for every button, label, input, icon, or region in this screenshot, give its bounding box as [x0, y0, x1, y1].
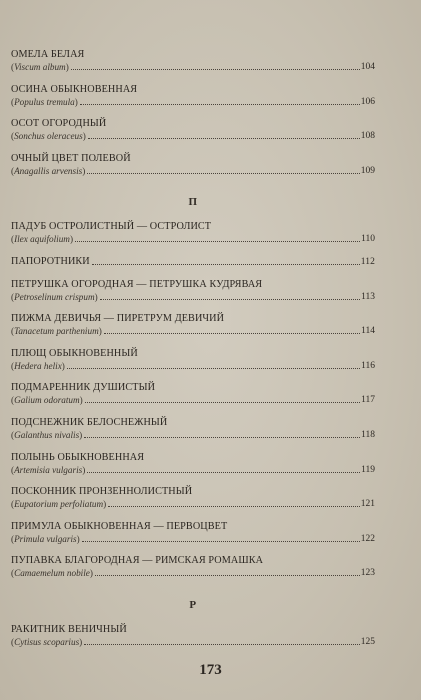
entry-row — [11, 533, 375, 545]
toc-entry[interactable] — [11, 347, 375, 372]
entry-title: ОЧНЫЙ ЦВЕТ ПОЛЕВОЙ — [11, 152, 131, 164]
entry-title: ПУПАВКА БЛАГОРОДНАЯ — РИМСКАЯ РОМАШКА — [11, 555, 264, 567]
entry-title: ПЛЮЩ ОБЫКНОВЕННЫЙ — [11, 347, 138, 359]
toc-entry[interactable] — [11, 152, 375, 177]
entry-title-text: ПАПОРОТНИКИ — [11, 256, 90, 267]
dot-leader — [87, 173, 359, 174]
entry-latin-name: (Anagallis arvensis) — [11, 165, 86, 176]
entry-latin-name: (Populus tremula) — [11, 96, 78, 107]
toc-entry[interactable] — [11, 255, 375, 268]
latin-name-text: Galanthus nivalis — [14, 430, 80, 440]
toc-entry[interactable] — [11, 623, 375, 648]
entry-latin-name: (Tanacetum parthenium) — [11, 326, 102, 337]
entry-latin-name: (Primula vulgaris) — [11, 533, 80, 544]
latin-name-text: Petroselinum crispum — [14, 291, 95, 302]
latin-name-text: Galium odoratum — [14, 395, 80, 406]
entry-page-number: 123 — [360, 568, 375, 579]
dot-leader — [84, 437, 360, 438]
entry-row — [11, 636, 375, 648]
page-number: 173 — [199, 662, 222, 678]
toc-entry[interactable] — [11, 485, 375, 510]
entry-page-number: 112 — [360, 257, 375, 267]
toc-entry[interactable] — [11, 416, 375, 441]
entry-row — [11, 291, 375, 303]
entry-row — [11, 96, 375, 108]
entry-row — [11, 429, 375, 441]
entry-latin-name: (Galium odoratum) — [11, 395, 83, 406]
entry-latin-name: (Viscum album) — [11, 62, 69, 72]
entry-title: ОМЕЛА БЕЛАЯ — [11, 49, 85, 60]
latin-name-text: Ilex aquifolium — [14, 234, 70, 245]
dot-leader — [100, 299, 360, 300]
dot-leader — [108, 506, 360, 507]
entry-latin-name: (Cytisus scoparius) — [11, 637, 83, 647]
dot-leader — [85, 402, 360, 403]
entry-row — [11, 394, 375, 406]
entry-page-number: 113 — [361, 291, 375, 302]
entry-title: РАКИТНИК ВЕНИЧНЫЙ — [11, 624, 127, 635]
entry-row — [11, 360, 375, 372]
entry-latin-name: (Hedera helix) — [11, 360, 65, 371]
toc-entry[interactable] — [11, 278, 375, 303]
entry-page-number: 109 — [360, 165, 375, 176]
dot-leader — [80, 104, 360, 105]
dot-leader — [92, 264, 360, 265]
entry-row — [11, 325, 375, 337]
toc-entry[interactable] — [11, 312, 375, 337]
entry-title: ПОЛЫНЬ ОБЫКНОВЕННАЯ — [11, 451, 145, 463]
latin-name-text: Camaemelum nobile — [14, 568, 90, 579]
entry-latin-name: (Galanthus nivalis) — [11, 430, 83, 440]
entry-title: ПОДСНЕЖНИК БЕЛОСНЕЖНЫЙ — [11, 417, 168, 428]
entry-row — [11, 130, 375, 142]
entry-title: ПОСКОННИК ПРОНЗЕННОЛИСТНЫЙ — [11, 486, 193, 498]
entry-title: ПОДМАРЕННИК ДУШИСТЫЙ — [11, 382, 156, 394]
dot-leader — [84, 644, 360, 645]
entry-page-number: 118 — [361, 430, 375, 440]
dot-leader — [75, 241, 360, 242]
entry-page-number: 125 — [360, 637, 375, 647]
entry-latin-name: (Camaemelum nobile) — [11, 568, 93, 579]
latin-name-text: Artemisia vulgaris — [14, 464, 83, 475]
entry-row — [11, 567, 375, 579]
dot-leader — [95, 575, 360, 576]
entry-latin-name: (Ilex aquifolium) — [11, 234, 74, 245]
toc-entry[interactable] — [11, 451, 375, 476]
dot-leader — [88, 138, 360, 139]
entry-page-number: 122 — [360, 533, 375, 544]
section-letter: Р — [189, 599, 197, 611]
toc-entry[interactable] — [11, 117, 375, 142]
entry-page-number: 106 — [360, 96, 375, 107]
latin-name-text: Populus tremula — [14, 96, 75, 107]
entry-row — [11, 464, 375, 476]
entry-page-number: 119 — [361, 464, 375, 475]
entry-title: ОСИНА ОБЫКНОВЕННАЯ — [11, 83, 138, 95]
entry-row — [11, 61, 375, 73]
entry-latin-name: (Eupatorium perfoliatum) — [11, 499, 107, 510]
dot-leader — [67, 368, 360, 369]
toc-entry[interactable] — [11, 381, 375, 406]
entry-page-number: 121 — [360, 499, 375, 510]
entry-page-number: 108 — [360, 131, 375, 142]
toc-entry[interactable] — [11, 520, 375, 545]
entry-title: ПРИМУЛА ОБЫКНОВЕННАЯ — ПЕРВОЦВЕТ — [11, 520, 228, 532]
entry-page-number: 117 — [361, 395, 375, 406]
entry-latin-name: (Artemisia vulgaris) — [11, 464, 86, 475]
latin-name-text: Anagallis arvensis — [14, 165, 83, 176]
dot-leader — [87, 472, 360, 473]
entry-page-number: 116 — [361, 360, 375, 371]
entry-row — [11, 165, 375, 177]
latin-name-text: Primula vulgaris — [14, 533, 77, 544]
section-letter: П — [188, 196, 198, 209]
latin-name-text: Cytisus scoparius — [14, 637, 80, 647]
entry-title — [11, 255, 375, 268]
latin-name-text: Eupatorium perfoliatum — [14, 499, 104, 510]
toc-entry[interactable] — [11, 83, 375, 108]
latin-name-text: Tanacetum parthenium — [14, 326, 99, 337]
entry-row — [11, 498, 375, 510]
latin-name-text: Sonchus oleraceus — [14, 131, 83, 142]
latin-name-text: Hedera helix — [14, 360, 62, 371]
toc-entry[interactable] — [11, 554, 375, 579]
entry-title: ПАДУБ ОСТРОЛИСТНЫЙ — ОСТРОЛИСТ — [11, 221, 212, 233]
toc-entry[interactable] — [11, 48, 375, 73]
dot-leader — [71, 69, 360, 70]
entry-title: ПИЖМА ДЕВИЧЬЯ — ПИРЕТРУМ ДЕВИЧИЙ — [11, 313, 225, 325]
entry-page-number: 110 — [361, 234, 375, 245]
entry-page-number: 114 — [361, 326, 375, 337]
dot-leader — [104, 333, 360, 334]
entry-title: ПЕТРУШКА ОГОРОДНАЯ — ПЕТРУШКА КУДРЯВАЯ — [11, 278, 263, 290]
entry-row — [11, 233, 375, 245]
entry-title: ОСОТ ОГОРОДНЫЙ — [11, 118, 107, 130]
entry-page-number: 104 — [360, 62, 375, 72]
dot-leader — [82, 541, 360, 542]
entry-latin-name: (Petroselinum crispum) — [11, 291, 98, 302]
entry-latin-name: (Sonchus oleraceus) — [11, 131, 86, 142]
latin-name-text: Viscum album — [14, 62, 66, 72]
toc-entry[interactable] — [11, 220, 375, 245]
